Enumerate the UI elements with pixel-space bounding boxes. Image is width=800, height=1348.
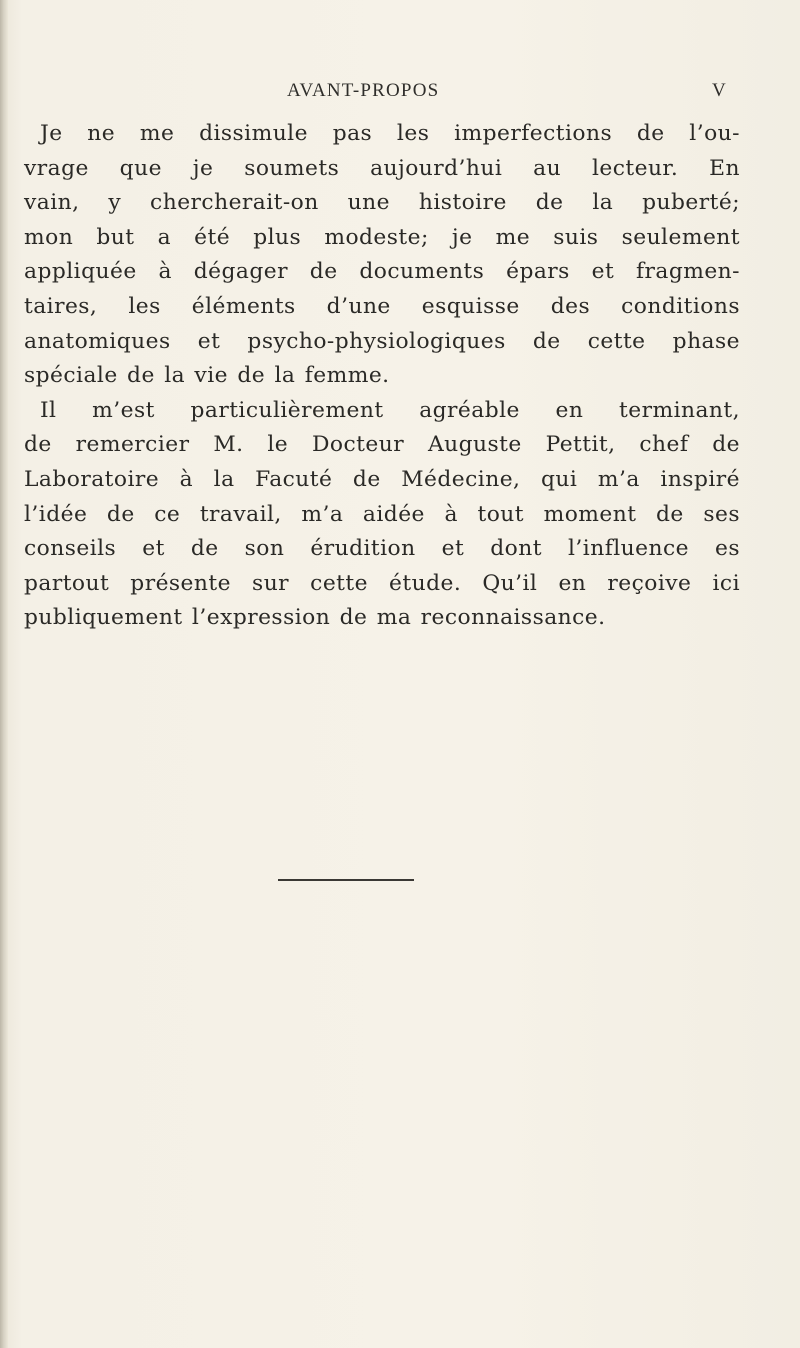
text-line: conseils et de son érudition et dont l’influence es [24,536,740,562]
running-title: AVANT-PROPOS [287,80,440,101]
text-line: de remercier M. le Docteur Auguste Pettit, chef de [24,432,740,458]
foreword-text [24,117,740,636]
text-line: partout présente sur cette étude. Qu’il en reçoive ici [24,570,740,596]
text-line: vain, y chercherait-on une histoire de la puberté; [24,190,740,216]
page-header [0,80,800,108]
text-line: appliquée à dégager de documents épars et fragmen- [24,259,740,285]
text-line: vrage que je soumets aujourd’hui au lecteur. En [24,155,740,181]
text-line: spéciale de la vie de la femme. [24,363,390,389]
text-line: l’idée de ce travail, m’a aidée à tout moment de ses [24,501,740,527]
text-line: publiquement l’expression de ma reconnaissance. [24,605,606,631]
text-line: Je ne me dissimule pas les imperfections de l’ou- [40,121,740,146]
page-number: V [712,80,726,101]
text-line: mon but a été plus modeste; je me suis seulement [24,224,740,250]
text-line: anatomiques et psycho-physiologiques de cette phase [24,328,740,354]
section-divider-rule [278,879,414,881]
text-line: taires, les éléments d’une esquisse des conditions [24,293,740,319]
page-gutter-shadow [0,0,8,1348]
text-line: Laboratoire à la Facuté de Médecine, qui m’a inspiré [24,466,740,492]
text-line: Il m’est particulièrement agréable en terminant, [40,397,740,423]
